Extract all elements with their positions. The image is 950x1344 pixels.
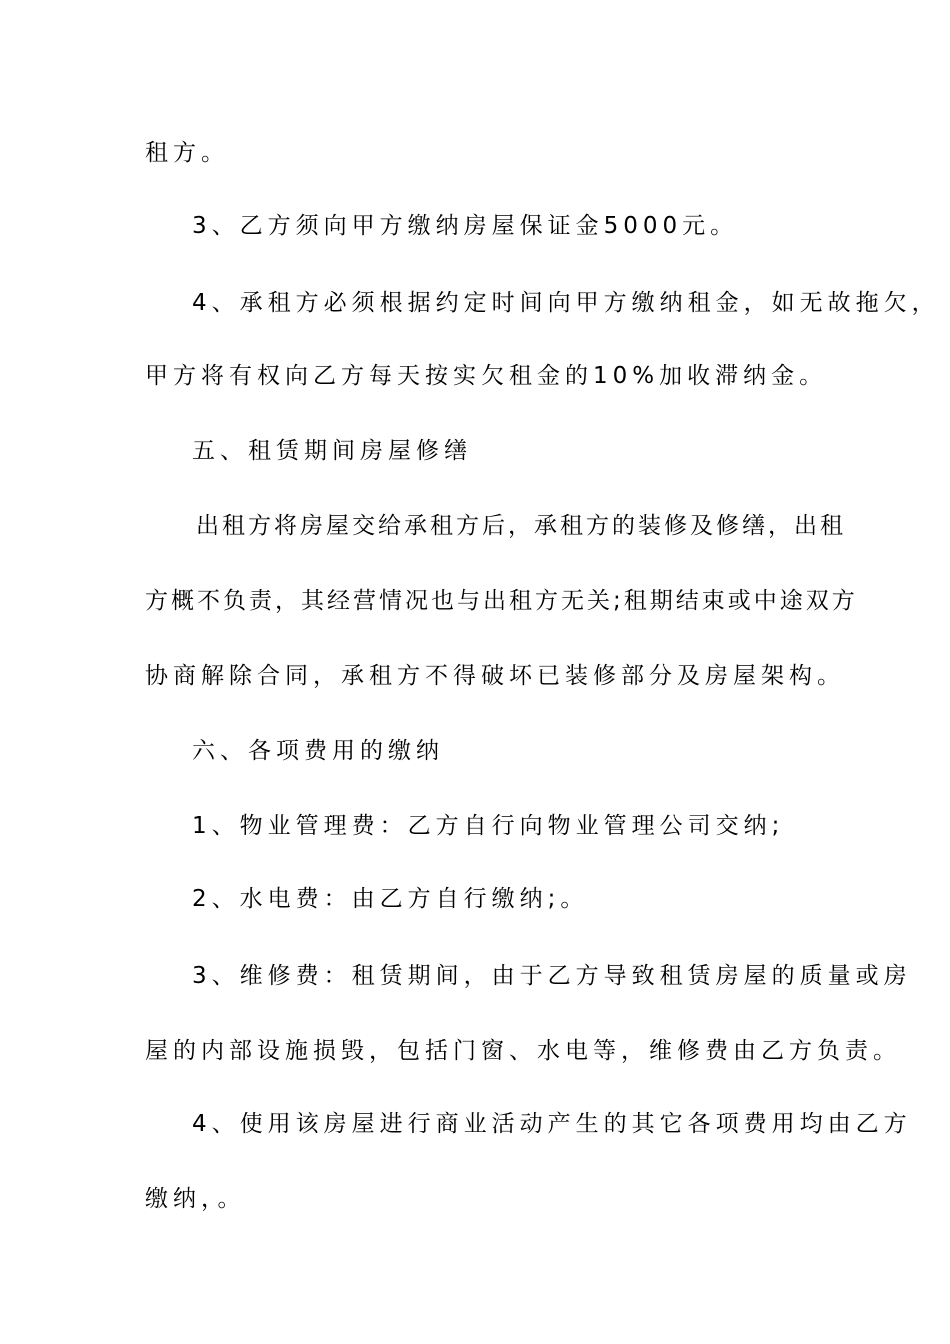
paragraph-line-1: 租方。 <box>145 140 229 166</box>
repairs-paragraph-line-1: 出租方将房屋交给承租方后，承租方的装修及修缮，出租 <box>196 513 846 539</box>
clause-3-maintenance-line-2: 屋的内部设施损毁，包括门窗、水电等，维修费由乙方负责。 <box>145 1038 901 1064</box>
clause-4-rent-line-1: 4、承租方必须根据约定时间向甲方缴纳租金，如无故拖欠， <box>192 290 940 316</box>
section-heading-repairs: 五、租赁期间房屋修缮 <box>192 438 472 464</box>
clause-3-maintenance-line-1: 3、维修费：租赁期间，由于乙方导致租赁房屋的质量或房 <box>192 963 912 989</box>
clause-2-utilities: 2、水电费：由乙方自行缴纳;。 <box>192 886 589 912</box>
clause-3-deposit: 3、乙方须向甲方缴纳房屋保证金5000元。 <box>192 213 739 239</box>
repairs-paragraph-line-2: 方概不负责，其经营情况也与出租方无关;租期结束或中途双方 <box>145 588 858 614</box>
clause-1-property-fee: 1、物业管理费：乙方自行向物业管理公司交纳; <box>192 813 785 839</box>
section-heading-fees: 六、各项费用的缴纳 <box>192 738 444 764</box>
repairs-paragraph-line-3: 协商解除合同，承租方不得破坏已装修部分及房屋架构。 <box>145 663 845 689</box>
clause-4-rent-line-2: 甲方将有权向乙方每天按实欠租金的10%加收滞纳金。 <box>145 363 828 389</box>
clause-4-other-fees-line-2: 缴纳，。 <box>145 1186 246 1212</box>
clause-4-other-fees-line-1: 4、使用该房屋进行商业活动产生的其它各项费用均由乙方 <box>192 1111 912 1137</box>
